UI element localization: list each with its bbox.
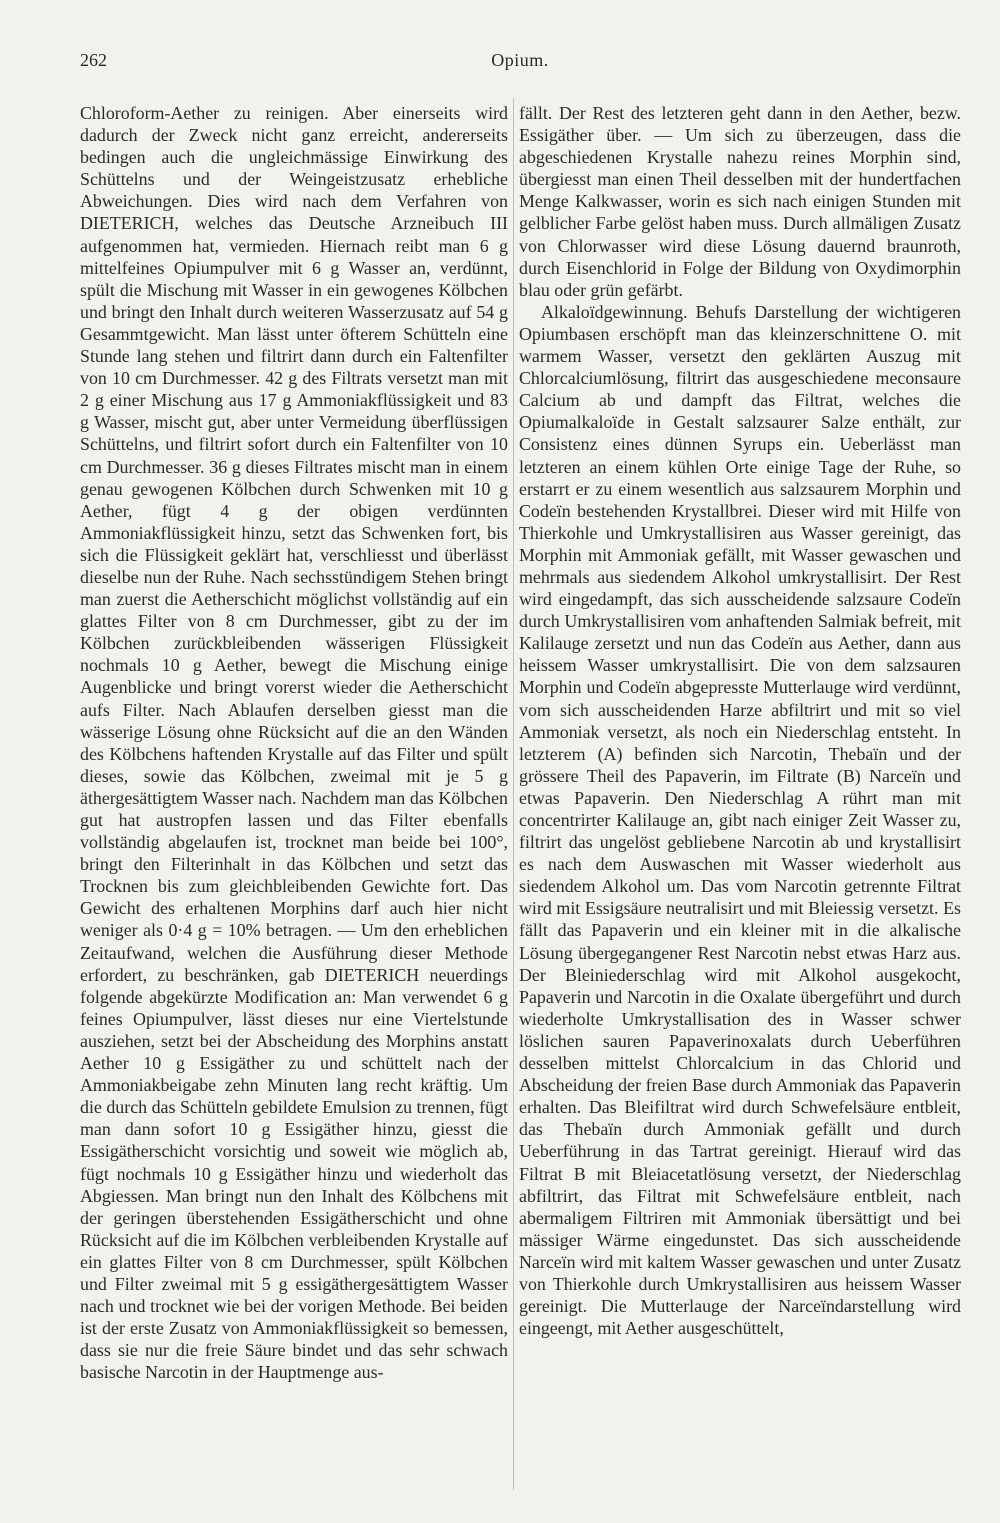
paragraph: Alkaloïdgewinnung. Behufs Darstellung der wichtigeren Opiumbasen erschöpft man das kleinzerschnittene O. mit warmem Wasser, versetzt den geklärten Auszug mit Chlorcalciumlösung, filtrirt das ausgeschiedene meconsaure Calcium ab und dampft das Filtrat, welches die Opiumalkaloïde in Gestalt salzsaurer Salze enthält, zur Consistenz eines dünnen Syrups ein. Ueberlässt man letzteren an einem kühlen Orte einige Tage der Ruhe, so erstarrt er zu einem wesentlich aus salzsaurem Morphin und Codeïn bestehenden Krystallbrei. Dieser wird mit Hilfe von Thierkohle und Umkrystallisiren aus Wasser gereinigt, das Morphin mit Ammoniak gefällt, mit Wasser gewaschen und mehrmals aus siedendem Alkohol umkrystallisirt. Der Rest wird eingedampft, das sich ausscheidende salzsaure Codeïn durch Umkrystallisiren vom anhaftenden Salmiak befreit, mit Kalilauge zersetzt und nun das Codeïn aus Aether, dann aus heissem Wasser umkrystallisirt. Die von dem salzsauren Morphin und Codeïn abgepresste Mutterlauge wird verdünnt, vom sich ausscheidenden Harze abfiltrirt und mit so viel Ammoniak versetzt, als noch ein Niederschlag entsteht. In letzterem (A) befinden sich Narcotin, Thebaïn und der grössere Theil des Papaverin, im Filtrate (B) Narceïn und etwas Papaverin. Den Niederschlag A rührt man mit concentrirter Kalilauge an, gibt nach einiger Zeit Wasser zu, filtrirt das ungelöst gebliebene Narcotin ab und krystallisirt es nach dem Auswaschen mit Wasser wiederholt aus siedendem Alkohol um. Das vom Narcotin getrennte Filtrat wird mit Essigsäure neutralisirt und mit Bleiessig versetzt. Es fällt das Papaverin und ein kleiner mit in die alkalische Lösung übergegangener Rest Narcotin nebst etwas Harz aus. Der Bleiniederschlag wird mit Alkohol ausgekocht, Papaverin und Narcotin in die Oxalate übergeführt und durch wiederholte Umkrystallisation des in Wasser schwer löslichen sauren Papaverinoxalats durch Ueberführen desselben mittelst Chlorcalcium in das Chlorid und Abscheidung der freien Base durch Ammoniak das Papaverin erhalten. Das Bleifiltrat wird durch Schwefelsäure entbleit, das Thebaïn durch Ammoniak gefällt und durch Ueberführung in das Tartrat gereinigt. Hierauf wird das Filtrat B mit Bleiacetatlösung versetzt, der Niederschlag abfiltrirt, das Filtrat mit Schwefelsäure entbleit, nach abermaligem Filtriren mit Ammoniak übersättigt und bei mässiger Wärme eingedunstet. Das sich ausscheidende Narceïn wird mit kaltem Wasser gewaschen und unter Zusatz von Thierkohle durch Umkrystallisiren aus heissem Wasser gereinigt. Die Mutterlauge der Narceïndarstellung wird eingeengt, mit Aether ausgeschüttelt, bbox=[519, 301, 961, 1339]
page-number: 262 bbox=[80, 50, 107, 70]
left-column bbox=[80, 102, 508, 1492]
right-column bbox=[519, 102, 961, 1492]
running-title: Opium. bbox=[491, 50, 549, 70]
paragraph: Chloroform-Aether zu reinigen. Aber einerseits wird dadurch der Zweck nicht ganz erreicht, andererseits bedingen auch die ungleichmässige Einwirkung des Schüttelns und der Weingeistzusatz erhebliche Abweichungen. Dies wird nach dem Verfahren von DIETERICH, welches das Deutsche Arzneibuch III aufgenommen hat, vermieden. Hiernach reibt man 6 g mittelfeines Opiumpulver mit 6 g Wasser an, verdünnt, spült die Mischung mit Wasser in ein gewogenes Kölbchen und bringt den Inhalt durch weiteren Wasserzusatz auf 54 g Gesammtgewicht. Man lässt unter öfterem Schütteln eine Stunde lang stehen und filtrirt dann durch ein Faltenfilter von 10 cm Durchmesser. 42 g des Filtrats versetzt man mit 2 g einer Mischung aus 17 g Ammoniakflüssigkeit und 83 g Wasser, mischt gut, aber unter Vermeidung überflüssigen Schüttelns, und filtrirt sofort durch ein Faltenfilter von 10 cm Durchmesser. 36 g dieses Filtrates mischt man in einem genau gewogenen Kölbchen durch Schwenken mit 10 g Aether, fügt 4 g der obigen verdünnten Ammoniakflüssigkeit hinzu, setzt das Schwenken fort, bis sich die Flüssigkeit geklärt hat, verschliesst und überlässt dieselbe nun der Ruhe. Nach sechsstündigem Stehen bringt man zuerst die Aetherschicht möglichst vollständig auf ein glattes Filter von 8 cm Durchmesser, gibt zu der im Kölbchen zurückbleibenden wässerigen Flüssigkeit nochmals 10 g Aether, bewegt die Mischung einige Augenblicke und bringt vorerst wieder die Aetherschicht aufs Filter. Nach Ablaufen derselben giesst man die wässerige Lösung ohne Rücksicht auf die an den Wänden des Kölbchens haftenden Krystalle auf das Filter und spült dieses, sowie das Kölbchen, zweimal mit je 5 g äthergesättigtem Wasser nach. Nachdem man das Kölbchen gut hat austropfen lassen und das Filter ebenfalls vollständig abgelaufen ist, trocknet man beide bei 100°, bringt den Filterinhalt in das Kölbchen und setzt das Trocknen bis zum gleichbleibenden Gewichte fort. Das Gewicht des erhaltenen Morphins darf auch hier nicht weniger als 0·4 g = 10% betragen. — Um den erheblichen Zeitaufwand, welchen die Ausführung dieser Methode erfordert, zu beschränken, gab DIETERICH neuerdings folgende abgekürzte Modification an: Man verwendet 6 g feines Opiumpulver, lässt dieses nur eine Viertelstunde ausziehen, setzt bei der Abscheidung des Morphins anstatt Aether 10 g Essigäther zu und schüttelt nach der Ammoniakbeigabe zehn Minuten lang recht kräftig. Um die durch das Schütteln gebildete Emulsion zu trennen, fügt man dann sofort 10 g Essigäther hinzu, giesst die Essigätherschicht vorsichtig und soweit wie möglich ab, fügt nochmals 10 g Essigäther hinzu und wiederholt das Abgiessen. Man bringt nun den Inhalt des Kölbchens mit der geringen überstehenden Essigätherschicht und ohne Rücksicht auf die im Kölbchen verbleibenden Krystalle auf ein glattes Filter von 8 cm Durchmesser, spült Kölbchen und Filter zweimal mit 5 g essigäthergesättigtem Wasser nach und trocknet wie bei der vorigen Methode. Bei beiden ist der erste Zusatz von Ammoniakflüssigkeit so bemessen, dass sie nur die freie Säure bindet und das sehr schwach basische Narcotin in der Hauptmenge aus- bbox=[80, 103, 508, 1383]
page-header bbox=[80, 50, 960, 80]
column-divider bbox=[513, 98, 514, 1490]
paragraph: fällt. Der Rest des letzteren geht dann in den Aether, bezw. Essigäther über. — Um sich zu überzeugen, dass die abgeschiedenen Krystalle nahezu reines Morphin sind, übergiesst man einen Theil desselben mit der hundertfachen Menge Kalkwasser, worin es sich nach einigen Stunden mit gelblicher Farbe gelöst haben muss. Durch allmäligen Zusatz von Chlorwasser wird diese Lösung dauernd braunroth, durch Eisenchlorid in Folge der Bildung von Oxydimorphin blau oder grün gefärbt. bbox=[519, 103, 961, 300]
